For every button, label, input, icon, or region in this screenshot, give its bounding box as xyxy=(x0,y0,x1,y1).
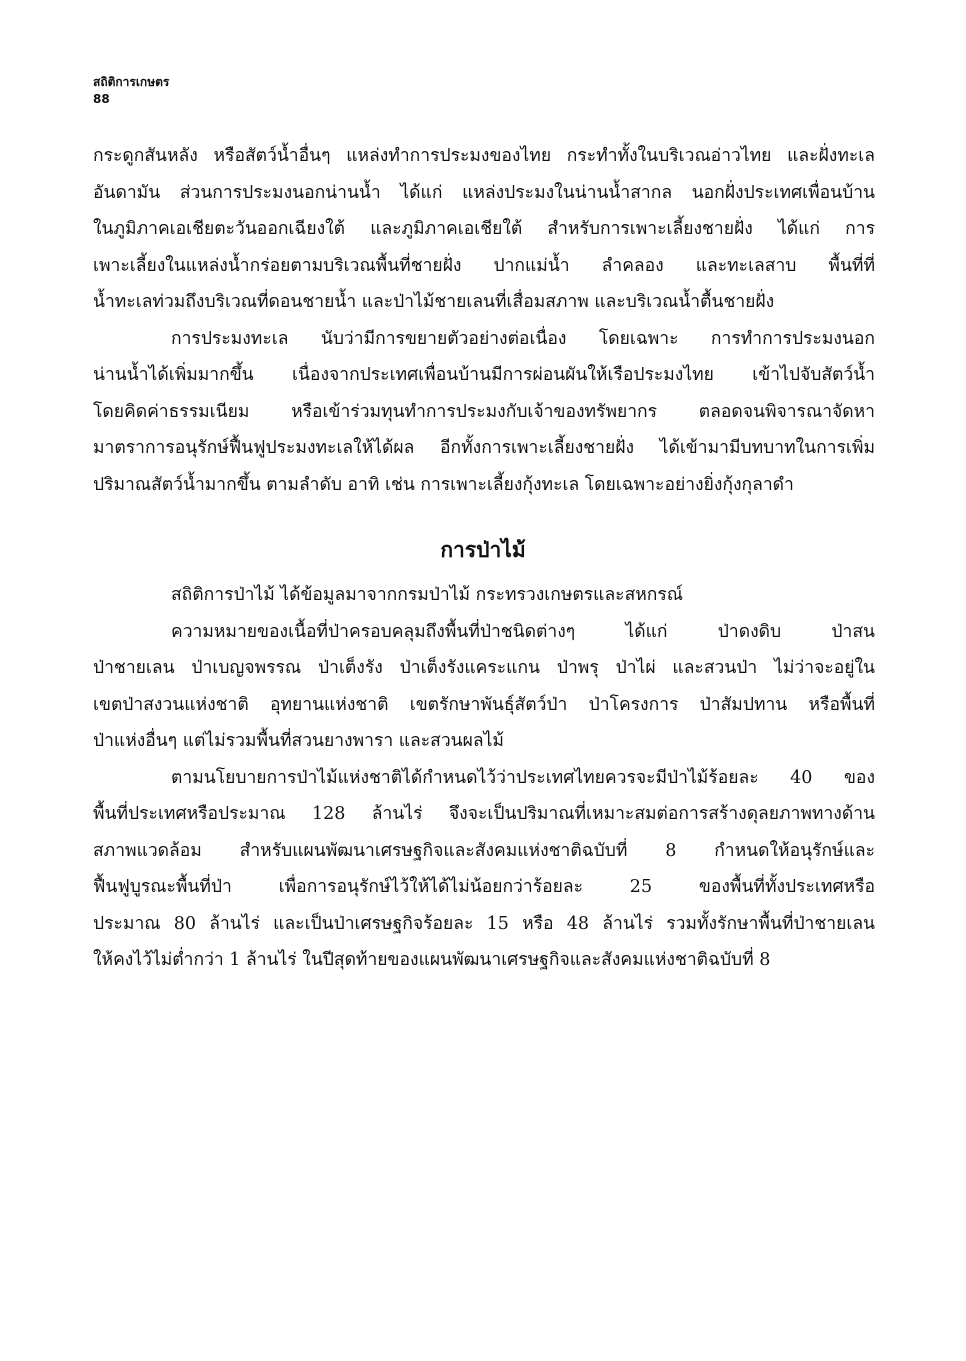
paragraph-first-line: สถิติการป่าไม้ ได้ข้อมูลมาจากกรมป่าไม้ กระทรวงเกษตรและสหกรณ์ xyxy=(171,585,684,605)
text-line: อันดามัน ส่วนการประมงนอกน่านน้ำ ได้แก่ แหล่งประมงในน่านน้ำสากล นอกฝั่งประเทศเพื่อนบ้าน xyxy=(93,182,875,203)
section-title: การป่าไม้ xyxy=(440,537,526,562)
forestry-section xyxy=(93,577,875,979)
text-line: ให้คงไว้ไม่ต่ำกว่า 1 ล้านไร่ ในปีสุดท้ายของแผนพัฒนาเศรษฐกิจและสังคมแห่งชาติฉบับที่ 8 xyxy=(93,950,771,970)
text-line: ป่าชายเลน ป่าเบญจพรรณ ป่าเต็งรัง ป่าเต็งรังแคระแกน ป่าพรุ ป่าไผ่ และสวนป่า ไม่ว่าจะอยู่ใน xyxy=(93,658,875,678)
running-header xyxy=(93,74,169,108)
text-line: เขตป่าสงวนแห่งชาติ อุทยานแห่งชาติ เขตรักษาพันธุ์สัตว์ป่า ป่าโครงการ ป่าสัมปทาน หรือพื้นที่ xyxy=(93,694,875,715)
fishery-section xyxy=(93,138,875,503)
text-line: พื้นที่ประเทศหรือประมาณ 128 ล้านไร่ จึงจะเป็นปริมาณที่เหมาะสมต่อการสร้างดุลยภาพทางด้าน xyxy=(93,804,875,824)
text-line: ประมาณ 80 ล้านไร่ และเป็นป่าเศรษฐกิจร้อยละ 15 หรือ 48 ล้านไร่ รวมทั้งรักษาพื้นที่ป่าชายเลน xyxy=(93,913,875,934)
text-line: สภาพแวดล้อม สำหรับแผนพัฒนาเศรษฐกิจและสังคมแห่งชาติฉบับที่ 8 กำหนดให้อนุรักษ์และ xyxy=(93,840,875,861)
text-line: โดยคิดค่าธรรมเนียม หรือเข้าร่วมทุนทำการประมงกับเจ้าของทรัพยากร ตลอดจนพิจารณาจัดหา xyxy=(93,401,875,422)
text-line: ฟื้นฟูบูรณะพื้นที่ป่า เพื่อการอนุรักษ์ไว้ให้ได้ไม่น้อยกว่าร้อยละ 25 ของพื้นที่ทั้งประเทศหรือ xyxy=(93,877,875,897)
text-line: มาตราการอนุรักษ์ฟื้นฟูประมงทะเลให้ได้ผล อีกทั้งการเพาะเลี้ยงชายฝั่ง ได้เข้ามามีบทบาทในการเพิ่ม xyxy=(93,438,875,458)
text-line: เพาะเลี้ยงในแหล่งน้ำกร่อยตามบริเวณพื้นที่ชายฝั่ง ปากแม่น้ำ ลำคลอง และทะเลสาบ พื้นที่ที่ xyxy=(93,255,875,276)
paragraph-first-line: ตามนโยบายการป่าไม้แห่งชาติได้กำหนดไว้ว่าประเทศไทยควรจะมีป่าไม้ร้อยละ 40 ของ xyxy=(171,767,875,788)
text-line: น่านน้ำได้เพิ่มมากขึ้น เนื่องจากประเทศเพื่อนบ้านมีการผ่อนผันให้เรือประมงไทย เข้าไปจับสัตว์น้ำ xyxy=(93,365,875,385)
text-line: น้ำทะเลท่วมถึงบริเวณที่ดอนชายน้ำ และป่าไม้ชายเลนที่เสื่อมสภาพ และบริเวณน้ำตื้นชายฝั่ง xyxy=(93,292,775,312)
paragraph-first-line: การประมงทะเล นับว่ามีการขยายตัวอย่างต่อเนื่อง โดยเฉพาะ การทำการประมงนอก xyxy=(171,328,875,349)
text-line: ปริมาณสัตว์น้ำมากขึ้น ตามลำดับ อาทิ เช่น การเพาะเลี้ยงกุ้งทะเล โดยเฉพาะอย่างยิ่งกุ้งกุลาดำ xyxy=(93,474,794,495)
text-line: กระดูกสันหลัง หรือสัตว์น้ำอื่นๆ แหล่งทำการประมงของไทย กระทำทั้งในบริเวณอ่าวไทย และฝั่งทะเล xyxy=(93,146,875,166)
text-line: ป่าแห่งอื่นๆ แต่ไม่รวมพื้นที่สวนยางพารา และสวนผลไม้ xyxy=(93,731,504,751)
paragraph-first-line: ความหมายของเนื้อที่ป่าครอบคลุมถึงพื้นที่ป่าชนิดต่างๆ ได้แก่ ป่าดงดิบ ป่าสน xyxy=(171,621,875,642)
page-number: 88 xyxy=(93,92,110,106)
book-title: สถิติการเกษตร xyxy=(93,75,170,89)
text-line: ในภูมิภาคเอเชียตะวันออกเฉียงใต้ และภูมิภาคเอเชียใต้ สำหรับการเพาะเลี้ยงชายฝั่ง ได้แก่ การ xyxy=(93,219,875,239)
